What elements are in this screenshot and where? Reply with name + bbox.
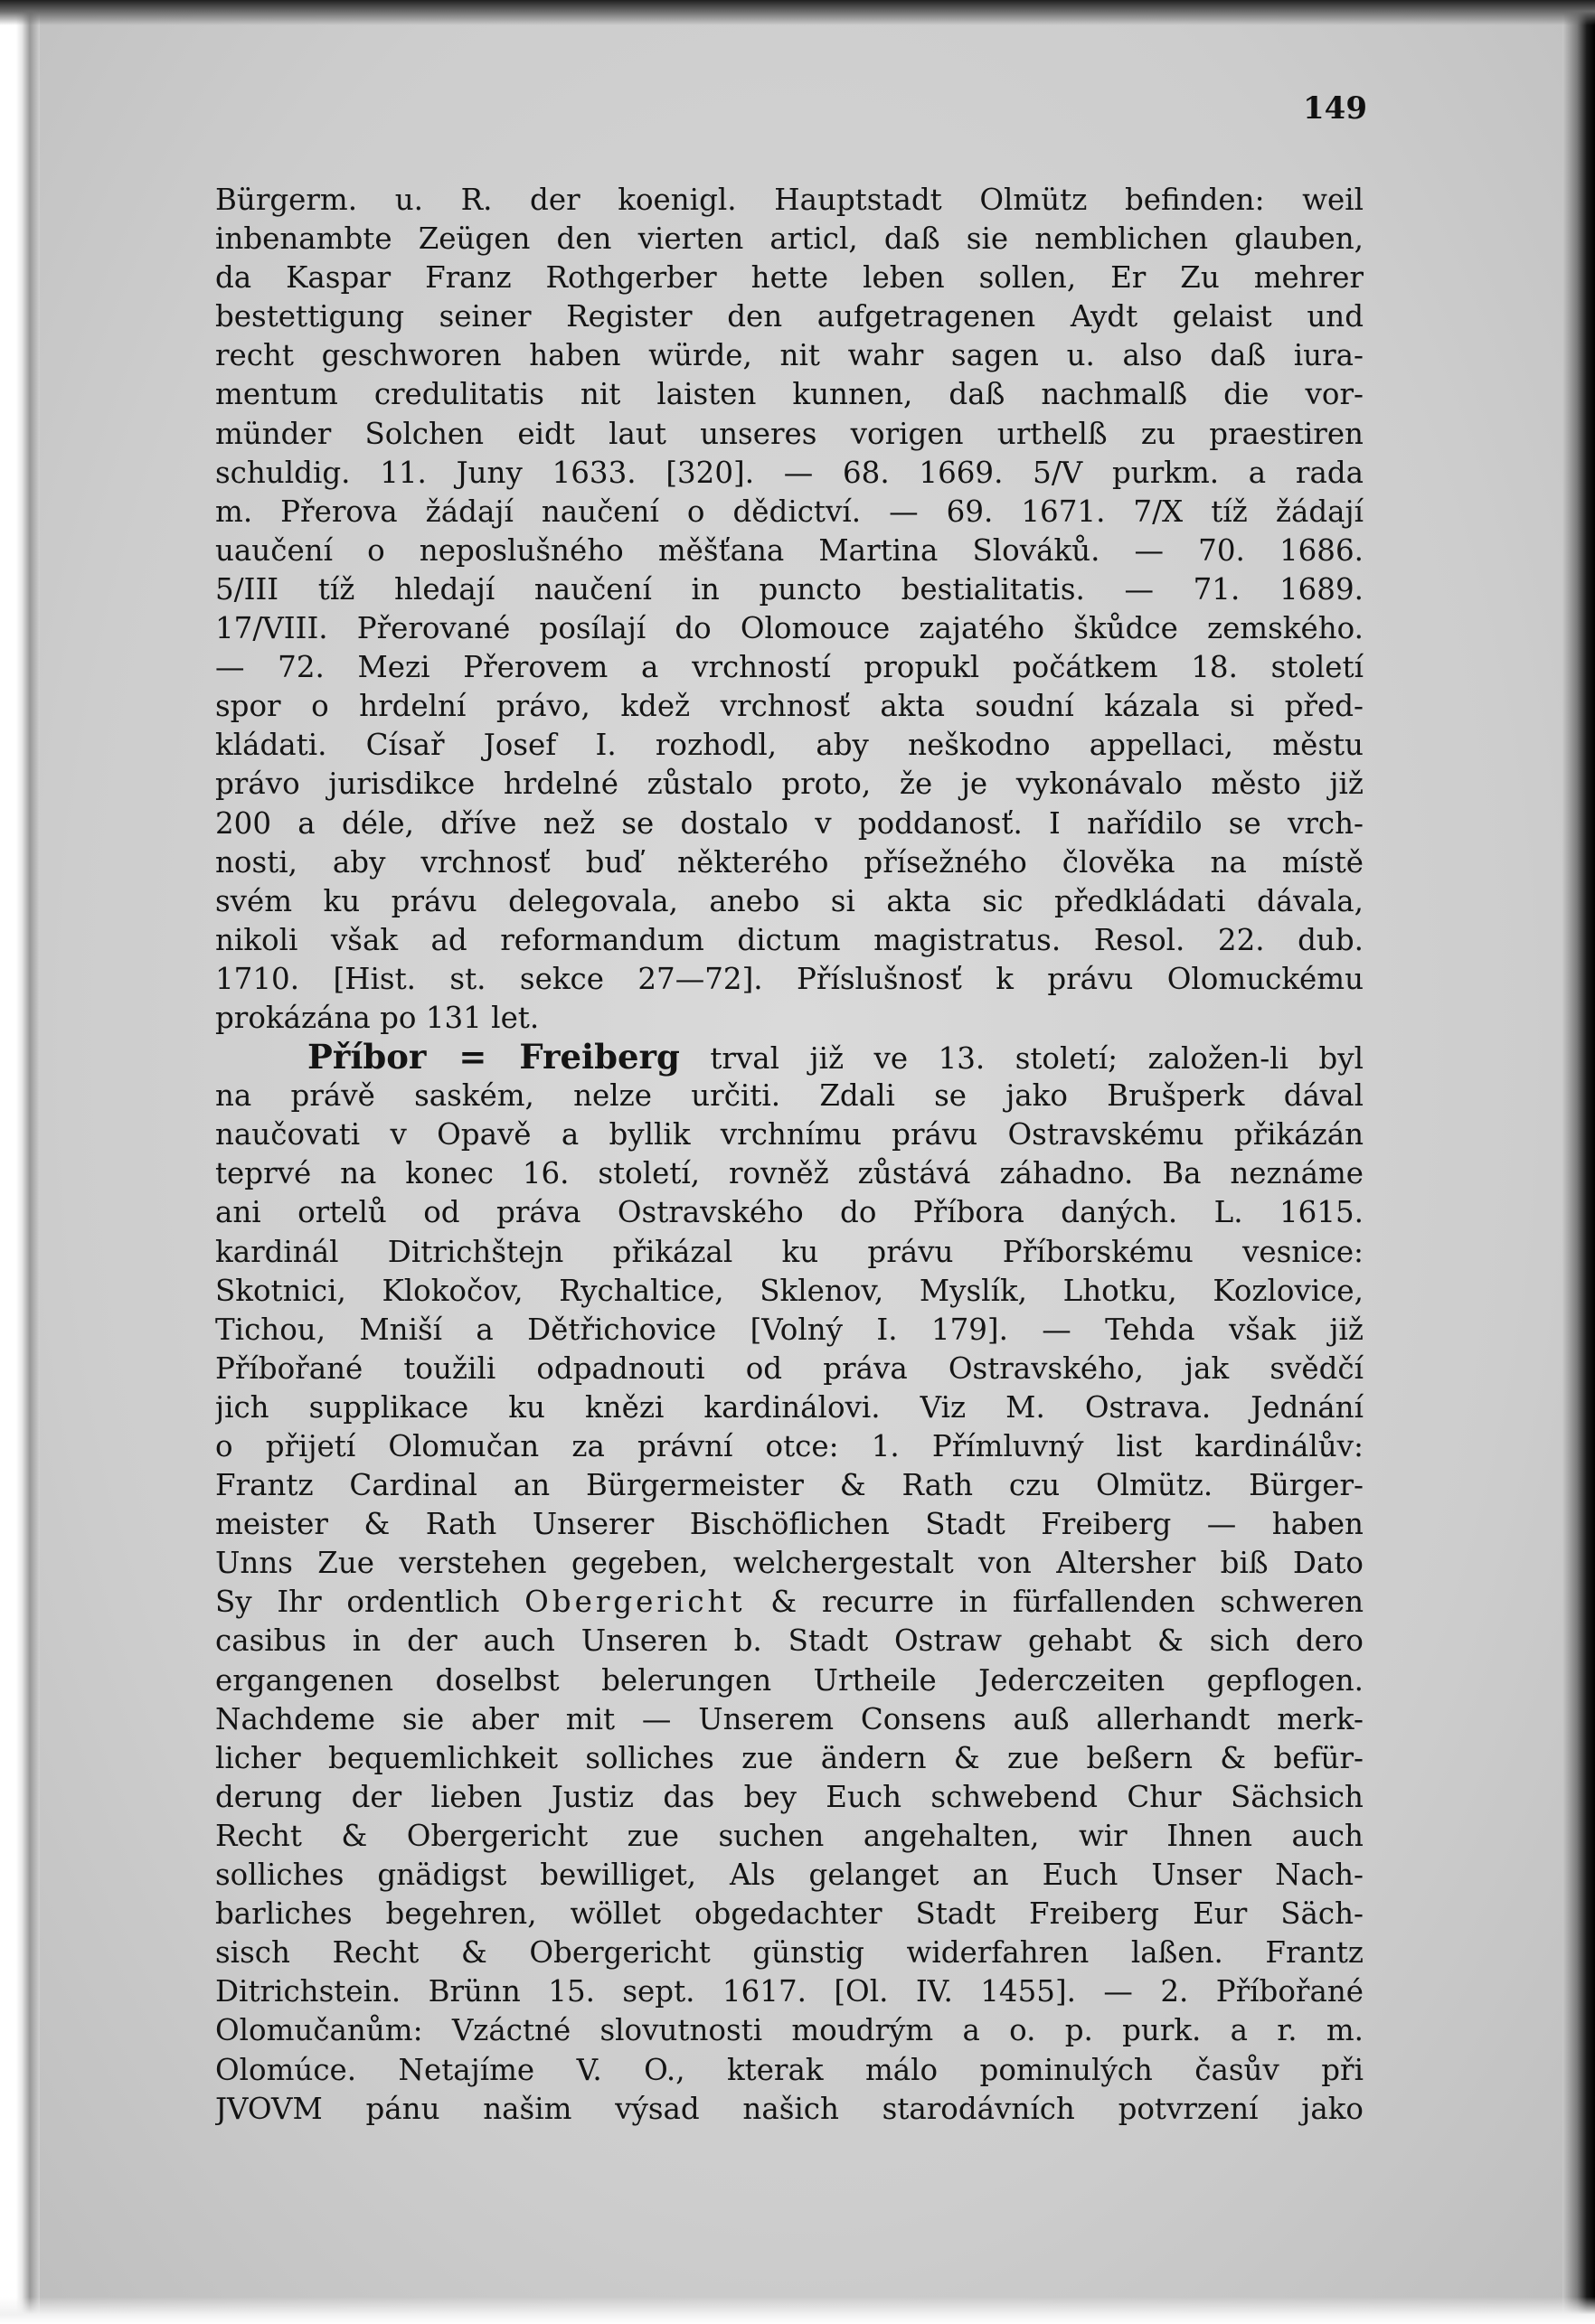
- entry-pribor-first-line: [215, 1038, 1364, 1077]
- text-line: Tichou, Mniší a Dětřichovice [Volný I. 179]. — Tehda však již: [215, 1312, 1364, 1347]
- entry-pribor-lines-after: [215, 1622, 1364, 2128]
- text-line: 200 a déle, dříve než se dostalo v poddanosť. I nařídilo se vrch-: [215, 805, 1364, 841]
- top-scan-edge: [0, 0, 1595, 25]
- text-line: 5/III tíž hledají naučení in puncto bestialitatis. — 71. 1689.: [215, 571, 1364, 607]
- text-line: uaučení o neposlušného měšťana Martina Slováků. — 70. 1686.: [215, 532, 1364, 568]
- body-text: [215, 181, 1364, 2129]
- text-line: svém ku právu delegovala, anebo si akta sic předkládati dávala,: [215, 883, 1364, 918]
- entry-lemma: Příbor = Freiberg: [307, 1038, 680, 1077]
- text-line: nikoli však ad reformandum dictum magistratus. Resol. 22. dub.: [215, 922, 1364, 957]
- text-line: spor o hrdelní právo, kdež vrchnosť akta soudní kázala si před-: [215, 689, 1364, 724]
- text-line: solliches gnädigst bewilliget, Als gelanget an Euch Unser Nach-: [215, 1858, 1364, 1893]
- text-line: ergangenen doselbst belerungen Urtheile Jederczeiten gepflogen.: [215, 1662, 1364, 1698]
- text-line: Skotnici, Klokočov, Rychaltice, Sklenov, Myslík, Lhotku, Kozlovice,: [215, 1273, 1364, 1308]
- text-line: inbenambte Zeügen den vierten articl, daß sie nemblichen glauben,: [215, 221, 1364, 257]
- text-line: o přijetí Olomučan za právní otce: 1. Přímluvný list kardinálův:: [215, 1429, 1364, 1463]
- text-line: m. Přerova žádají naučení o dědictví. — 69. 1671. 7/X tíž žádají: [215, 494, 1364, 529]
- paragraph-olmutz-continuation: [215, 181, 1364, 1038]
- text-line: ani ortelů od práva Ostravského do Příbora daných. L. 1615.: [215, 1195, 1364, 1230]
- text-line: Olomúce. Netajíme V. O., kterak málo pominulých časův při: [215, 2052, 1364, 2087]
- text-line-obergericht: [215, 1583, 1364, 1622]
- text-line: licher bequemlichkeit solliches zue ändern & zue beßern & befür-: [215, 1740, 1364, 1775]
- text-line: sisch Recht & Obergericht günstig widerfahren laßen. Frantz: [215, 1935, 1364, 1971]
- text-line: Olomučanům: Vzáctné slovutnosti moudrým a o. p. purk. a r. m.: [215, 2013, 1364, 2048]
- text-line: Recht & Obergericht zue suchen angehalten, wir Ihnen auch: [215, 1818, 1364, 1853]
- text-line: derung der lieben Justiz das bey Euch schwebend Chur Sächsich: [215, 1779, 1364, 1814]
- text-line: schuldig. 11. Juny 1633. [320]. — 68. 1669. 5/V purkm. a rada: [215, 455, 1364, 490]
- text-line: Unns Zue verstehen gegeben, welchergestalt von Altersher biß Dato: [215, 1546, 1364, 1581]
- text-line: kládati. Císař Josef I. rozhodl, aby neškodno appellaci, městu: [215, 728, 1364, 763]
- text-line: — 72. Mezi Přerovem a vrchností propukl počátkem 18. století: [215, 650, 1364, 685]
- text-line: da Kaspar Franz Rothgerber hette leben sollen, Er Zu mehrer: [215, 260, 1364, 296]
- text-line: nosti, aby vrchnosť buď některého přísežného člověka na místě: [215, 844, 1364, 880]
- text-line: bestettigung seiner Register den aufgetragenen Aydt gelaist und: [215, 299, 1364, 334]
- text-line: kardinál Ditrichštejn přikázal ku právu Příborskému vesnice:: [215, 1234, 1364, 1269]
- text-segment: & recurre in fürfallenden schweren: [745, 1585, 1364, 1620]
- bottom-scan-edge: [0, 2297, 1595, 2324]
- text-line: naučovati v Opavě a byllik vrchnímu právu Ostravskému přikázán: [215, 1117, 1364, 1153]
- entry-first-line-rest: trval již ve 13. století; založen-li byl: [710, 1041, 1364, 1077]
- entry-pribor-lines: [215, 1077, 1364, 1583]
- left-scan-edge: [0, 0, 40, 2324]
- text-line: Bürgerm. u. R. der koenigl. Hauptstadt Olmütz befinden: weil: [215, 183, 1364, 217]
- text-line: 17/VIII. Přerované posílají do Olomouce zajatého škůdce zemského.: [215, 611, 1364, 646]
- text-line: JVOVM pánu našim výsad našich starodávních potvrzení jako: [215, 2091, 1364, 2126]
- spaced-word: Obergericht: [524, 1585, 746, 1620]
- text-line: mentum credulitatis nit laisten kunnen, daß nachmalß die vor-: [215, 377, 1364, 412]
- text-line: Příbořané toužili odpadnouti od práva Ostravského, jak svědčí: [215, 1350, 1364, 1386]
- entry-pribor: [215, 1038, 1364, 2129]
- text-line: münder Solchen eidt laut unseres vorigen urthelß zu praestiren: [215, 416, 1364, 451]
- text-line: teprvé na konec 16. století, rovněž zůstává záhadno. Ba neznáme: [215, 1156, 1364, 1191]
- text-line: casibus in der auch Unseren b. Stadt Ostraw gehabt & sich dero: [215, 1623, 1364, 1659]
- text-line: barliches begehren, wöllet obgedachter Stadt Freiberg Eur Säch-: [215, 1896, 1364, 1932]
- text-line: Ditrichstein. Brünn 15. sept. 1617. [Ol. IV. 1455]. — 2. Příbořané: [215, 1974, 1364, 2009]
- page-number: 149: [1303, 90, 1367, 127]
- text-line: jich supplikace ku knězi kardinálovi. Viz M. Ostrava. Jednání: [215, 1389, 1364, 1425]
- text-segment: Sy Ihr ordentlich: [215, 1585, 525, 1620]
- text-line: prokázána po 131 let.: [215, 1000, 540, 1035]
- text-line: právo jurisdikce hrdelné zůstalo proto, že je vykonávalo město již: [215, 767, 1364, 802]
- text-line: 1710. [Hist. st. sekce 27—72]. Příslušnosť k právu Olomuckému: [215, 961, 1364, 996]
- text-line: meister & Rath Unserer Bischöflichen Stadt Freiberg — haben: [215, 1507, 1364, 1542]
- text-line: recht geschworen haben würde, nit wahr sagen u. also daß iura-: [215, 338, 1364, 373]
- text-line: Nachdeme sie aber mit — Unserem Consens auß allerhandt merk-: [215, 1701, 1364, 1736]
- text-line: na právě saském, nelze určiti. Zdali se jako Brušperk dával: [215, 1078, 1364, 1114]
- text-line: Frantz Cardinal an Bürgermeister & Rath czu Olmütz. Bürger-: [215, 1468, 1364, 1503]
- right-scan-edge: [1562, 0, 1595, 2324]
